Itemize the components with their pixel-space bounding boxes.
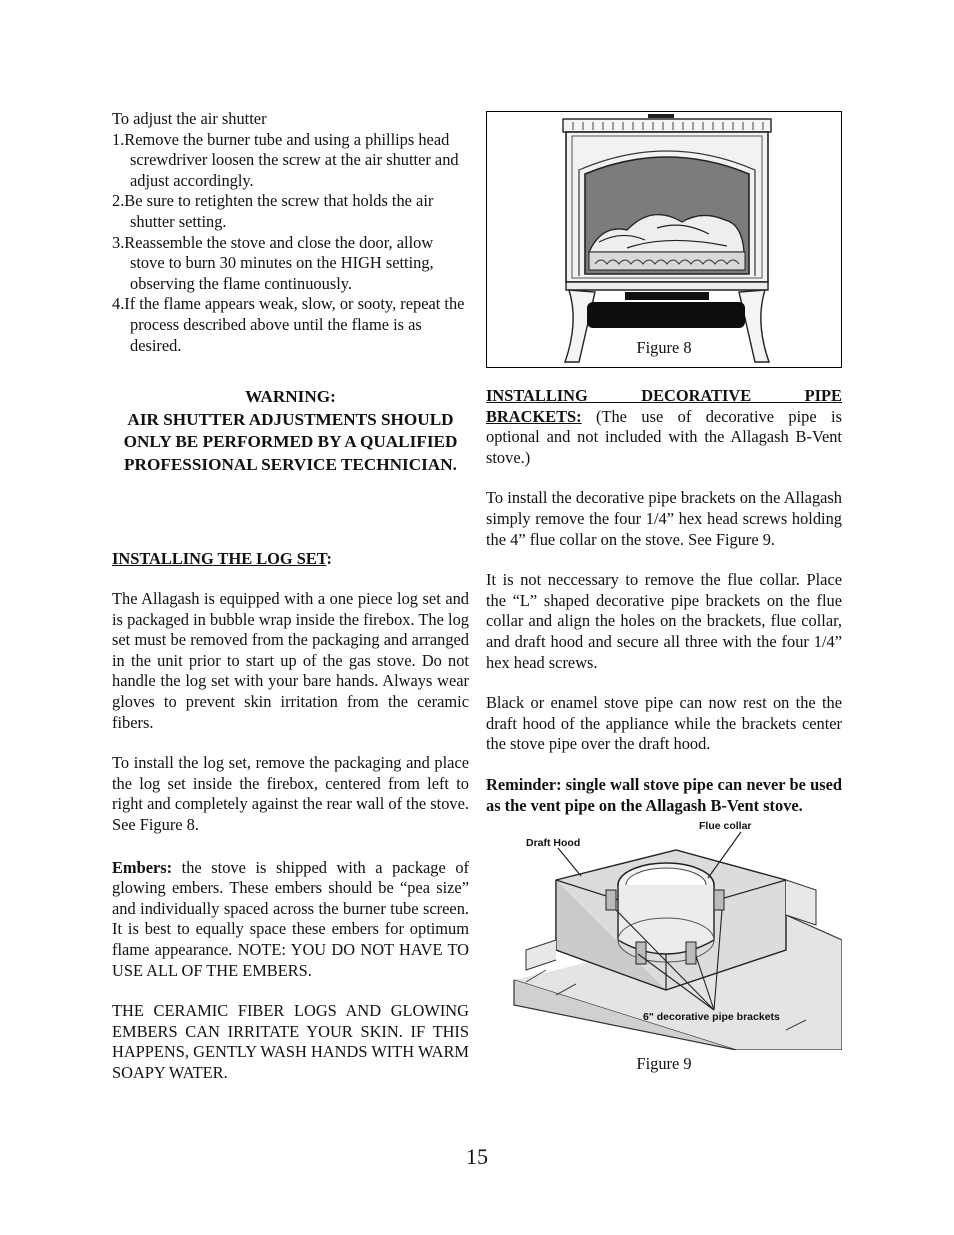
log-set-paragraph-2: To install the log set, remove the packaging and place the log set inside the firebox, centered from left to right and completely against the rear wall of the stove. See Figure 8.	[112, 753, 469, 835]
reminder-paragraph: Reminder: single wall stove pipe can never be used as the vent pipe on the Allagash B-Vent stove.	[486, 774, 842, 815]
figure-9	[486, 820, 842, 1075]
stove-illustration	[487, 112, 841, 367]
pipe-brackets-heading: INSTALLING DECORATIVE PIPE BRACKETS:	[486, 386, 842, 426]
figure-8-caption: Figure 8	[636, 338, 692, 357]
warning-title: WARNING:	[245, 387, 336, 407]
air-shutter-intro: To adjust the air shutter	[112, 109, 267, 128]
label-pipe-brackets: 6" decorative pipe brackets	[643, 1011, 780, 1024]
pipe-brackets-intro: (The use of decorative pipe is optional and not included with the Allagash B-Vent stove.)	[486, 406, 842, 467]
log-set-heading: INSTALLING THE LOG SET:	[112, 548, 332, 568]
pipe-paragraph-1: To install the decorative pipe brackets on the Allagash simply remove the four 1/4” hex head screws holding the 4” flue collar on the stove. See Figure 9.	[486, 488, 842, 549]
warning-block	[112, 386, 469, 476]
left-column	[112, 109, 469, 1084]
pipe-paragraph-2: It is not neccessary to remove the flue collar. Place the “L” shaped decorative pipe brackets on the flue collar and align the holes on the brackets, flue collar, and draft hood and secure all three with the four 1/4” hex head screws.	[486, 570, 842, 672]
step-item: 3.Reassemble the stove and close the door, allow stove to burn 30 minutes on the HIGH setting, observing the flame continuously.	[112, 232, 434, 293]
embers-paragraph: Embers: the stove is shipped with a package of glowing embers. These embers should be “pea size” and individually spaced across the burner tube screen. It is best to equally space these embers for optimum flame appearance. NOTE: YOU DO NOT HAVE TO USE ALL OF THE EMBERS.	[112, 857, 469, 980]
figure-8	[486, 111, 842, 368]
warning-text: AIR SHUTTER ADJUSTMENTS SHOULD ONLY BE PERFORMED BY A QUALIFIED PROFESSIONAL SERVICE TECHNICIAN.	[123, 409, 458, 474]
right-column	[486, 111, 842, 1075]
caution-paragraph: THE CERAMIC FIBER LOGS AND GLOWING EMBERS CAN IRRITATE YOUR SKIN. IF THIS HAPPENS, GENTLY WASH HANDS WITH WARM SOAPY WATER.	[112, 1001, 469, 1082]
pipe-paragraph-3: Black or enamel stove pipe can now rest on the the draft hood of the appliance while the brackets center the stove pipe over the draft hood.	[486, 693, 842, 754]
label-flue-collar: Flue collar	[699, 820, 752, 833]
label-draft-hood: Draft Hood	[526, 837, 581, 850]
embers-label: Embers:	[112, 857, 173, 877]
step-item: 2.Be sure to retighten the screw that holds the air shutter setting.	[112, 191, 434, 231]
air-shutter-steps	[112, 130, 469, 357]
log-set-paragraph-1: The Allagash is equipped with a one piece log set and is packaged in bubble wrap inside the firebox. The log set must be removed from the packaging and arranged in the unit prior to start up of the gas stove. Do not handle the log set with your bare hands. Always wear gloves to prevent skin irritation from the ceramic fibers.	[112, 589, 469, 732]
figure-9-caption: Figure 9	[636, 1054, 692, 1074]
page-number: 15	[466, 1144, 488, 1169]
step-item: 1.Remove the burner tube and using a phillips head screwdriver loosen the screw at the air shutter and adjust accordingly.	[112, 129, 459, 190]
step-item: 4.If the flame appears weak, slow, or sooty, repeat the process described above until the flame is as desired.	[112, 294, 465, 355]
